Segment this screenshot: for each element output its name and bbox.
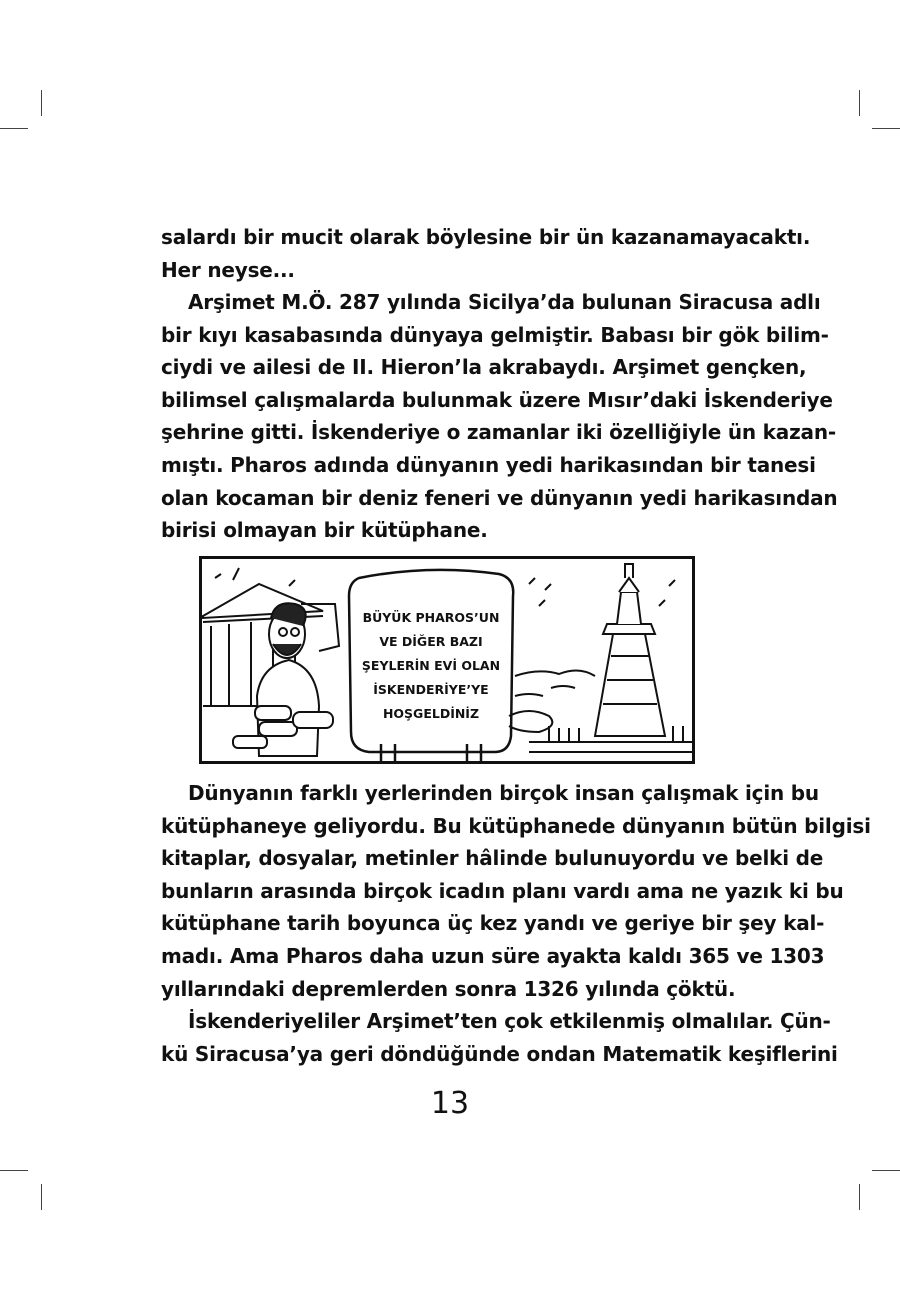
text-line: İskenderiyeliler Arşimet’ten çok etkilenmiş olmalılar. Çün- <box>188 1009 831 1033</box>
sign-line: ŞEYLERİN EVİ OLAN <box>361 658 501 673</box>
crop-mark <box>41 90 42 116</box>
paragraph-4 <box>161 1005 838 1070</box>
alexandria-illustration <box>199 556 695 764</box>
text-line: salardı bir mucit olarak böylesine bir ün kazanamayacaktı. <box>161 225 811 249</box>
text-line: ciydi ve ailesi de II. Hieron’la akrabaydı. Arşimet gençken, <box>161 355 807 380</box>
text-line: kü Siracusa’ya geri döndüğünde ondan Matematik keşiflerini <box>161 1041 838 1066</box>
paragraph-1 <box>161 221 811 286</box>
crop-mark <box>859 90 860 116</box>
crop-mark <box>0 128 28 129</box>
text-line: şehrine gitti. İskenderiye o zamanlar iki özelliğiyle ün kazan- <box>161 420 836 445</box>
page-number: 13 <box>430 1086 470 1121</box>
crop-mark <box>41 1184 42 1210</box>
sign-line: VE DİĞER BAZI <box>379 634 483 649</box>
crop-mark <box>859 1184 860 1210</box>
paragraph-2 <box>161 286 838 547</box>
sign-line: BÜYÜK PHAROS’UN <box>362 610 500 625</box>
text-line: bir kıyı kasabasında dünyaya gelmiştir. Babası bir gök bilim- <box>161 322 829 347</box>
text-line: kütüphaneye geliyordu. Bu kütüphanede dünyanın bütün bilgisi <box>161 813 871 838</box>
text-line: Dünyanın farklı yerlerinden birçok insan çalışmak için bu <box>188 781 819 805</box>
crop-mark <box>872 1170 900 1171</box>
crop-mark <box>872 128 900 129</box>
text-line: mıştı. Pharos adında dünyanın yedi harikasından bir tanesi <box>161 452 816 477</box>
text-line: kitaplar, dosyalar, metinler hâlinde bulunuyordu ve belki de <box>161 846 824 871</box>
text-line: olan kocaman bir deniz feneri ve dünyanın yedi harikasından <box>161 485 838 510</box>
crop-mark <box>0 1170 28 1171</box>
paragraph-3 <box>161 777 871 1005</box>
text-line: yıllarındaki depremlerden sonra 1326 yılında çöktü. <box>161 976 736 1001</box>
text-line: bunların arasında birçok icadın planı vardı ama ne yazık ki bu <box>161 878 844 903</box>
text-line: kütüphane tarih boyunca üç kez yandı ve geriye bir şey kal- <box>161 911 825 936</box>
sign-line: İSKENDERİYE’YE <box>373 682 489 697</box>
text-line: bilimsel çalışmalarda bulunmak üzere Mısır’daki İskenderiye <box>161 387 833 412</box>
sign-line: HOŞGELDİNİZ <box>382 706 480 721</box>
text-line: madı. Ama Pharos daha uzun süre ayakta kaldı 365 ve 1303 <box>161 943 825 968</box>
text-line: Arşimet M.Ö. 287 yılında Sicilya’da bulunan Siracusa adlı <box>188 290 821 314</box>
text-line: birisi olmayan bir kütüphane. <box>161 518 488 543</box>
text-line: Her neyse... <box>161 257 295 282</box>
